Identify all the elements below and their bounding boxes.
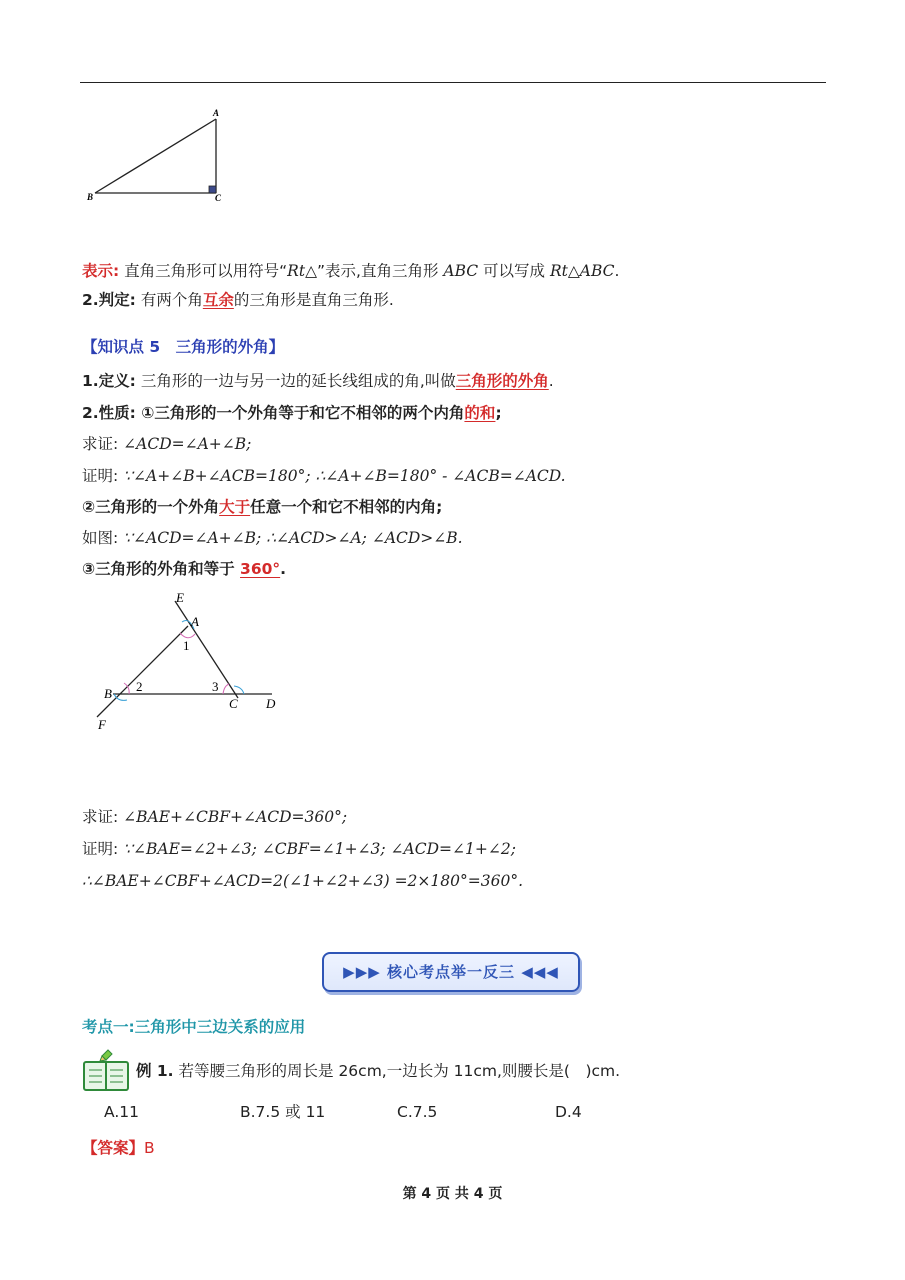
dingyi-end: . [548, 372, 554, 390]
xingzhi-key: 的和 [464, 404, 496, 422]
dingyi-text1: 三角形的一边与另一边的延长线组成的角,叫做 [140, 372, 456, 390]
biaoshi-text2: ”表示,直角三角形 [317, 262, 444, 280]
answer-label: 【答案】 [82, 1139, 145, 1157]
example1-text: 若等腰三角形的周长是 26cm,一边长为 11cm,则腰长是( )cm. [178, 1062, 621, 1080]
panding-text2: 的三角形是直角三角形. [233, 291, 394, 309]
zhengming1-label: 证明: [82, 467, 119, 485]
biaoshi-label: 表示: [82, 262, 120, 280]
p3-end: . [280, 560, 287, 578]
qiuzheng1-line [82, 433, 251, 455]
label-b2: B [104, 686, 112, 701]
zhengming2-math: ∵∠BAE=∠2+∠3; ∠CBF=∠1+∠3; ∠ACD=∠1+∠2; [123, 840, 516, 858]
label-e: E [176, 590, 184, 605]
option-a: A.11 [104, 1103, 139, 1121]
biaoshi-abc: ABC [443, 262, 479, 280]
section-title-kp5: 【知识点 5 三角形的外角】 [82, 338, 285, 356]
biaoshi-line [82, 260, 619, 282]
qiuzheng2-label: 求证: [82, 808, 119, 826]
zhengming1-line [82, 465, 566, 487]
option-b: B.7.5 或 11 [240, 1103, 326, 1121]
right-triangle-figure [82, 105, 232, 210]
answer-line [82, 1137, 155, 1159]
qiuzheng2-line [82, 806, 347, 828]
biaoshi-end: . [614, 262, 620, 280]
exterior-angle-figure [90, 588, 290, 733]
top-rule [80, 82, 826, 83]
label-a2: A [191, 614, 199, 629]
dingyi-label: 1.定义: [82, 372, 136, 390]
xingzhi-line [82, 402, 502, 424]
dingyi-key: 三角形的外角 [455, 372, 549, 390]
label-3: 3 [212, 679, 219, 694]
label-d: D [266, 696, 276, 711]
conclusion-line [82, 870, 523, 892]
property2-line [82, 496, 442, 518]
option-d: D.4 [555, 1103, 582, 1121]
option-c: C.7.5 [397, 1103, 438, 1121]
answer-value: B [144, 1139, 155, 1157]
panding-label: 2.判定: [82, 291, 136, 309]
panding-text1: 有两个角 [140, 291, 203, 309]
xingzhi-text1: ①三角形的一个外角等于和它不相邻的两个内角 [141, 404, 465, 422]
label-b: B [87, 192, 94, 202]
zhengming2-line [82, 838, 516, 860]
rutu-label: 如图: [82, 529, 119, 547]
p2-key: 大于 [219, 498, 251, 516]
panding-line [82, 289, 394, 311]
property3-line [82, 558, 286, 580]
conclusion-math: ∴∠BAE+∠CBF+∠ACD=2(∠1+∠2+∠3) =2×180°=360°. [82, 872, 523, 890]
label-c: C [215, 193, 222, 203]
rutu-math: ∵∠ACD=∠A+∠B; ∴∠ACD>∠A; ∠ACD>∠B. [123, 529, 463, 547]
panding-key: 互余 [202, 291, 234, 309]
dingyi-line [82, 370, 554, 392]
rutu-line [82, 527, 463, 549]
page-footer: 第 4 页 共 4 页 [402, 1186, 503, 1202]
zhengming2-label: 证明: [82, 840, 119, 858]
label-c2: C [229, 696, 238, 711]
xingzhi-end: ; [495, 404, 502, 422]
example1-label: 例 1. [136, 1062, 174, 1080]
label-1: 1 [183, 638, 190, 653]
line-fa [97, 626, 188, 717]
arc-angle-f [114, 694, 127, 700]
qiuzheng2-math: ∠BAE+∠CBF+∠ACD=360°; [123, 808, 348, 826]
p2-text2: 任意一个和它不相邻的内角; [250, 498, 443, 516]
zhengming1-math: ∵∠A+∠B+∠ACB=180°; ∴∠A+∠B=180° - ∠ACB=∠ACD. [123, 467, 566, 485]
biaoshi-sym2: Rt△ABC [549, 262, 615, 280]
p3-key: 360° [240, 560, 281, 578]
core-topics-banner [322, 952, 580, 992]
biaoshi-text3: 可以写成 [478, 262, 550, 280]
side-ab [95, 119, 216, 193]
banner-text: ▶▶▶ 核心考点举一反三 ◀◀◀ [343, 963, 559, 981]
arc-angle-d [234, 686, 244, 694]
notebook-pencil-icon [82, 1048, 132, 1092]
label-2: 2 [136, 679, 143, 694]
biaoshi-sym1: Rt△ [287, 262, 317, 280]
qiuzheng1-math: ∠ACD=∠A+∠B; [123, 435, 252, 453]
label-a: A [213, 108, 220, 118]
p2-text1: ②三角形的一个外角 [82, 498, 220, 516]
kaodian1-title: 考点一:三角形中三边关系的应用 [82, 1018, 306, 1036]
label-f: F [98, 717, 106, 732]
right-angle-mark [209, 186, 216, 193]
arc-angle-3 [223, 684, 229, 694]
p3-text1: ③三角形的外角和等于 [82, 560, 241, 578]
example1-line [136, 1060, 620, 1082]
xingzhi-label: 2.性质: [82, 404, 136, 422]
qiuzheng1-label: 求证: [82, 435, 119, 453]
biaoshi-text1: 直角三角形可以用符号“ [124, 262, 288, 280]
